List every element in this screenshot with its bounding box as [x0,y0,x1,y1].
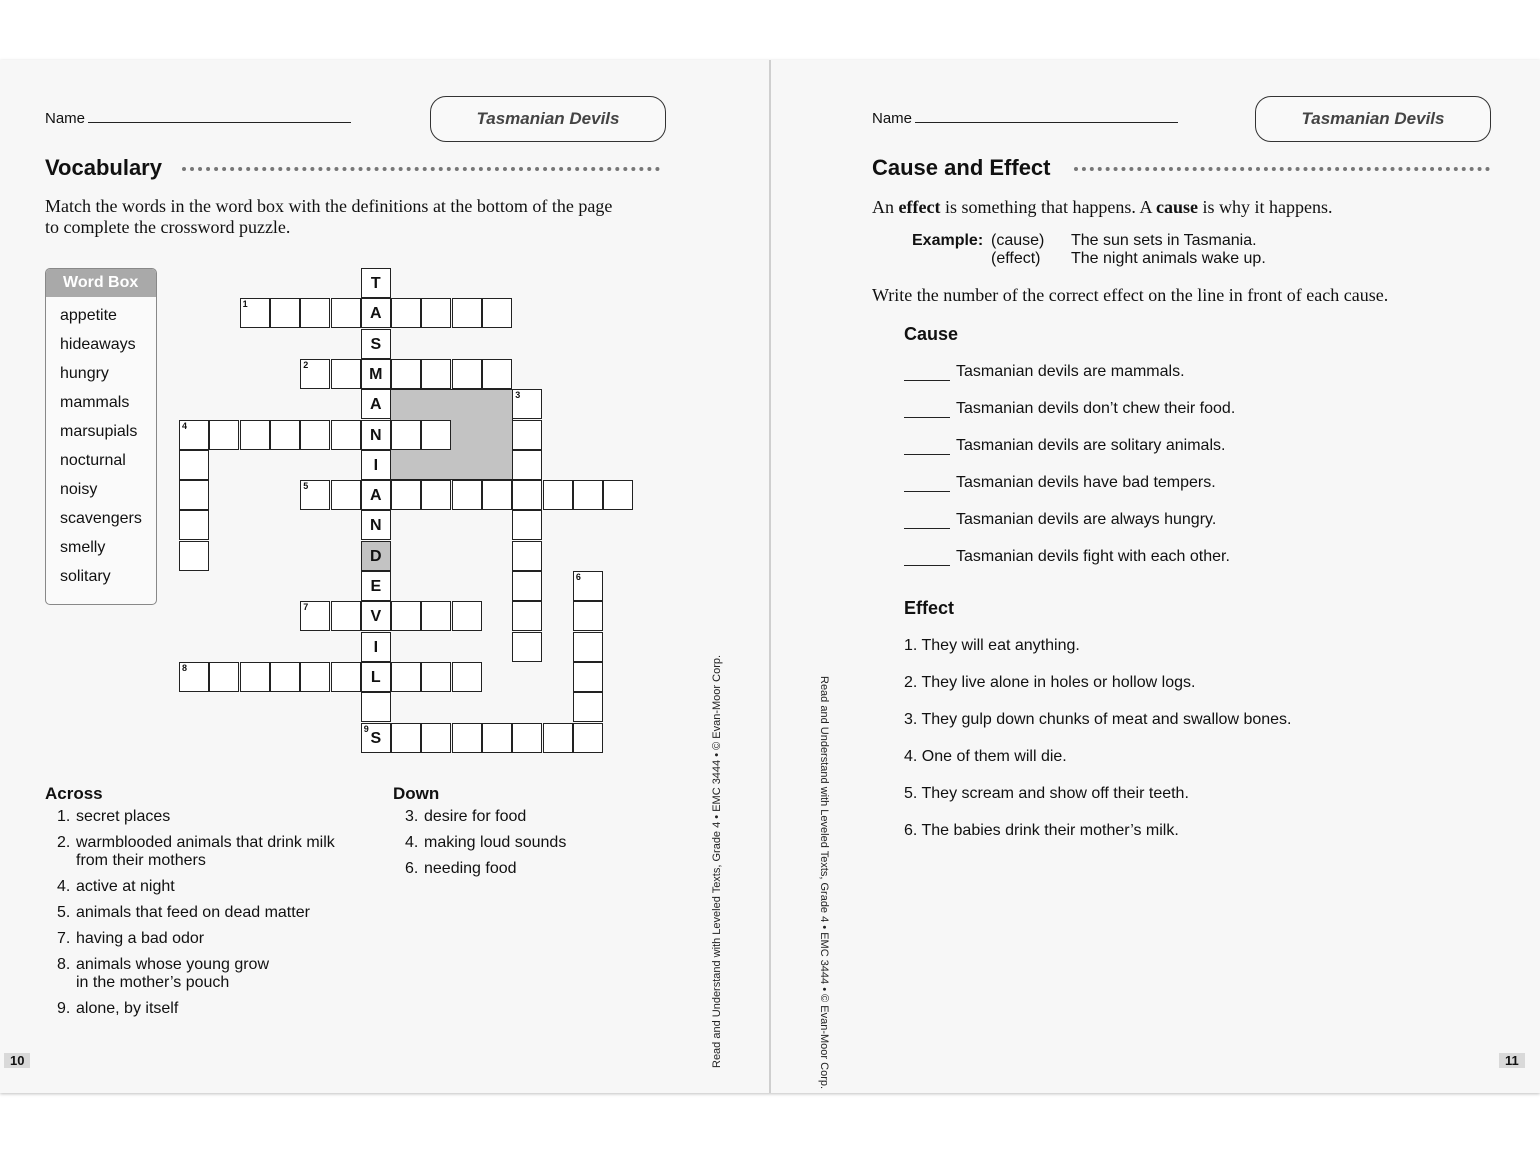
effect-title: Effect [904,598,955,618]
cause-text: Tasmanian devils are mammals. [956,363,1185,380]
crossword-cell[interactable] [573,692,603,722]
word-box-item: solitary [60,568,111,585]
crossword-letter: M [369,365,383,383]
cause-list [904,363,1464,585]
word-box-item: marsupials [60,423,138,440]
crossword-cell[interactable] [421,662,451,692]
clue-item-number: 7. [57,930,71,947]
crossword-cell[interactable] [270,298,300,328]
crossword-cell[interactable] [361,420,391,450]
crossword-cell[interactable] [361,510,391,540]
crossword-cell[interactable] [179,541,209,571]
crossword-cell[interactable] [240,662,270,692]
crossword-cell[interactable] [331,298,361,328]
word-box-item: scavengers [60,510,142,527]
crossword-cell[interactable] [361,450,391,480]
crossword-letter: N [370,517,382,535]
crossword-cell[interactable] [300,601,330,631]
crossword-cell[interactable] [573,632,603,662]
crossword-cell[interactable] [361,541,391,571]
effect-list [904,637,1464,859]
section-title: Vocabulary [45,155,162,180]
word-box-title: Word Box [46,269,156,297]
crossword-cell[interactable] [573,571,603,601]
clue-number: 5 [303,481,309,492]
example-cause-tag: (cause) [991,232,1045,249]
cause-item [904,474,1464,511]
cause-text: Tasmanian devils have bad tempers. [956,474,1216,491]
crossword-cell[interactable] [331,662,361,692]
crossword-cell[interactable] [512,632,542,662]
clue-item-text: having a bad odor [76,930,205,947]
crossword-cell[interactable] [361,389,391,419]
crossword-cell[interactable] [270,420,300,450]
crossword-cell[interactable] [512,723,542,753]
crossword-letter: A [370,487,382,505]
crossword-letter: I [373,638,379,656]
crossword-letter: T [370,275,381,292]
crossword-cell[interactable] [421,420,451,450]
answer-blank[interactable] [904,491,950,492]
crossword-cell[interactable] [421,359,451,389]
example-effect-text: The night animals wake up. [1071,250,1266,267]
crossword-cell[interactable] [361,723,391,753]
crossword-cell[interactable] [361,571,391,601]
effect-item: 5. They scream and show off their teeth. [904,785,1189,802]
crossword-cell[interactable] [512,389,542,419]
name-label: Name [872,110,913,127]
effect-item: 3. They gulp down chunks of meat and swallow bones. [904,711,1292,728]
crossword-cell[interactable] [512,450,542,480]
crossword-cell[interactable] [270,662,300,692]
clue-item [45,878,375,896]
clue-item-text-continued: in the mother’s pouch [76,974,230,991]
cause-text: Tasmanian devils are solitary animals. [956,437,1226,454]
clue-item-number: 4. [57,878,71,895]
clue-item [45,904,375,922]
crossword-letter: E [370,578,382,595]
blocked-area [390,389,513,480]
effect-item: 2. They live alone in holes or hollow logs. [904,674,1196,691]
crossword-cell[interactable] [331,359,361,389]
crossword-cell[interactable] [179,510,209,540]
clue-number: 6 [575,572,581,582]
clue-item-text: animals that feed on dead matter [76,904,310,921]
clue-item-number: 2. [57,834,71,851]
crossword-cell[interactable] [300,420,330,450]
crossword-cell[interactable] [452,298,482,328]
crossword-cell[interactable] [452,601,482,631]
example-effect-tag: (effect) [991,250,1041,267]
down-title: Down [393,784,440,803]
word-box-item: smelly [60,539,106,556]
answer-blank[interactable] [904,528,950,529]
crossword-cell[interactable] [482,723,512,753]
crossword-cell[interactable] [179,480,209,510]
page-number: 11 [1499,1053,1525,1068]
effect-item: 1. They will eat anything. [904,637,1080,654]
clue-number: 2 [303,359,309,370]
crossword-cell[interactable] [391,723,421,753]
crossword-cell[interactable] [421,298,451,328]
clue-number: 9 [363,723,369,734]
clue-number: 4 [182,420,188,431]
crossword-cell[interactable] [391,662,421,692]
topic-title: Tasmanian Devils [430,96,666,142]
crossword-letter: D [370,547,382,565]
crossword-cell[interactable] [331,601,361,631]
clue-number: 1 [242,299,248,310]
crossword-cell[interactable] [512,541,542,571]
clue-item-text-continued: from their mothers [76,852,206,869]
crossword-cell[interactable] [300,359,330,389]
example-label: Example: [912,232,984,249]
clue-item-text: making loud sounds [424,834,567,851]
crossword-cell[interactable] [421,601,451,631]
crossword-cell[interactable] [179,450,209,480]
crossword-letter: A [370,396,382,414]
crossword-cell[interactable] [512,480,542,510]
instructions-line-1: Match the words in the word box with the definitions at the bottom of the page [45,196,613,216]
word-box [45,268,157,605]
answer-blank[interactable] [904,380,950,381]
across-title: Across [45,784,103,803]
crossword-cell[interactable] [512,601,542,631]
left-page [0,60,769,1093]
crossword-cell[interactable] [209,420,239,450]
clue-item [45,956,375,992]
crossword-cell[interactable] [391,601,421,631]
footer-credit: Read and Understand with Leveled Texts, Grade 4 • EMC 3444 • © Evan-Moor Corp. [711,654,723,1068]
clue-item-number: 1. [57,808,71,825]
crossword-cell[interactable] [361,268,391,298]
cause-text: Tasmanian devils fight with each other. [956,548,1230,565]
crossword-cell[interactable] [361,662,391,692]
word-box-item: hideaways [60,336,136,353]
clue-item [45,808,375,826]
clue-item [45,834,375,870]
clue-item-text: active at night [76,878,175,895]
crossword-letter: V [370,608,382,626]
crossword-cell[interactable] [452,480,482,510]
crossword-cell[interactable] [573,480,603,510]
crossword-cell[interactable] [452,723,482,753]
crossword-cell[interactable] [361,359,391,389]
crossword-letter: N [370,426,382,444]
answer-blank[interactable] [904,565,950,566]
clue-item-text: alone, by itself [76,1000,179,1017]
footer-credit: Read and Understand with Leveled Texts, Grade 4 • EMC 3444 • © Evan-Moor Corp. [818,676,830,1090]
crossword-cell[interactable] [361,480,391,510]
cause-item [904,363,1464,400]
clue-item [45,930,375,948]
crossword-cell[interactable] [482,359,512,389]
crossword-cell[interactable] [331,480,361,510]
clue-item-number: 6. [405,860,419,877]
crossword-cell[interactable] [452,662,482,692]
clue-number: 7 [303,602,309,613]
answer-blank[interactable] [904,417,950,418]
page-number: 10 [4,1053,30,1068]
crossword-cell[interactable] [240,420,270,450]
crossword-letter: S [370,729,382,747]
crossword-letter: A [370,305,382,323]
crossword-cell[interactable] [300,662,330,692]
clue-number: 3 [515,390,521,401]
crossword-cell[interactable] [391,359,421,389]
crossword-cell[interactable] [573,662,603,692]
crossword-cell[interactable] [361,692,391,722]
crossword-cell[interactable] [421,723,451,753]
clue-item [393,860,693,878]
clue-item [45,1000,375,1018]
section-title: Cause and Effect [872,155,1051,180]
crossword-cell[interactable] [391,480,421,510]
crossword-cell[interactable] [543,480,573,510]
effect-item: 6. The babies drink their mother’s milk. [904,822,1179,839]
word-box-item: hungry [60,365,109,382]
crossword-cell[interactable] [482,480,512,510]
crossword-cell[interactable] [361,632,391,662]
crossword-cell[interactable] [573,723,603,753]
clue-item-number: 4. [405,834,419,851]
crossword-cell[interactable] [512,571,542,601]
clue-item [393,834,693,852]
answer-blank[interactable] [904,454,950,455]
topic-title: Tasmanian Devils [1255,96,1491,142]
word-list [46,297,156,591]
crossword-cell[interactable] [331,420,361,450]
down-clues [393,808,693,886]
cause-item [904,437,1464,474]
clue-item-number: 3. [405,808,419,825]
crossword-cell[interactable] [391,298,421,328]
cause-text: Tasmanian devils are always hungry. [956,511,1217,528]
crossword-cell[interactable] [361,601,391,631]
cause-text: Tasmanian devils don’t chew their food. [956,400,1236,417]
crossword-cell[interactable] [300,298,330,328]
crossword-cell[interactable] [482,298,512,328]
crossword-cell[interactable] [603,480,633,510]
word-box-item: appetite [60,307,117,324]
example-cause-text: The sun sets in Tasmania. [1071,232,1257,249]
clue-item-number: 5. [57,904,71,921]
cause-title: Cause [904,324,959,344]
across-clues [45,808,375,1026]
crossword-cell[interactable] [240,298,270,328]
clue-item-text: desire for food [424,808,527,825]
crossword-cell[interactable] [452,359,482,389]
crossword-cell[interactable] [209,662,239,692]
crossword-letter: S [370,335,382,353]
word-box-item: noisy [60,481,98,498]
intro-text: An effect is something that happens. A cause is why it happens. [872,197,1333,217]
effect-item: 4. One of them will die. [904,748,1067,765]
crossword-cell[interactable] [179,662,209,692]
clue-item-text: animals whose young grow [76,956,269,973]
crossword-cell[interactable] [421,480,451,510]
title-divider [1074,167,1490,171]
crossword-cell[interactable] [361,329,391,359]
cause-effect-instructions: Write the number of the correct effect on the line in front of each cause. [872,285,1389,305]
crossword-cell[interactable] [361,298,391,328]
crossword-cell[interactable] [512,420,542,450]
workbook-spread [0,60,1540,1093]
name-line[interactable] [88,122,351,123]
crossword-cell[interactable] [300,480,330,510]
crossword-cell[interactable] [391,420,421,450]
clue-item-text: secret places [76,808,171,825]
clue-number: 8 [182,662,188,673]
clue-item-text: warmblooded animals that drink milk [76,834,335,851]
cause-item [904,400,1464,437]
crossword-cell[interactable] [543,723,573,753]
clue-item [393,808,693,826]
clue-item-number: 9. [57,1000,71,1017]
name-line[interactable] [915,122,1178,123]
crossword-cell[interactable] [179,420,209,450]
title-divider [182,167,660,171]
cause-item [904,511,1464,548]
clue-item-number: 8. [57,956,71,973]
instructions-line-2: to complete the crossword puzzle. [45,217,291,237]
word-box-item: nocturnal [60,452,126,469]
crossword-cell[interactable] [573,601,603,631]
crossword-letter: I [373,456,379,474]
clue-item-text: needing food [424,860,517,877]
right-page [771,60,1540,1093]
word-box-item: mammals [60,394,130,411]
crossword-letter: L [370,668,381,686]
crossword-cell[interactable] [512,510,542,540]
name-label: Name [45,110,86,127]
cause-item [904,548,1464,585]
